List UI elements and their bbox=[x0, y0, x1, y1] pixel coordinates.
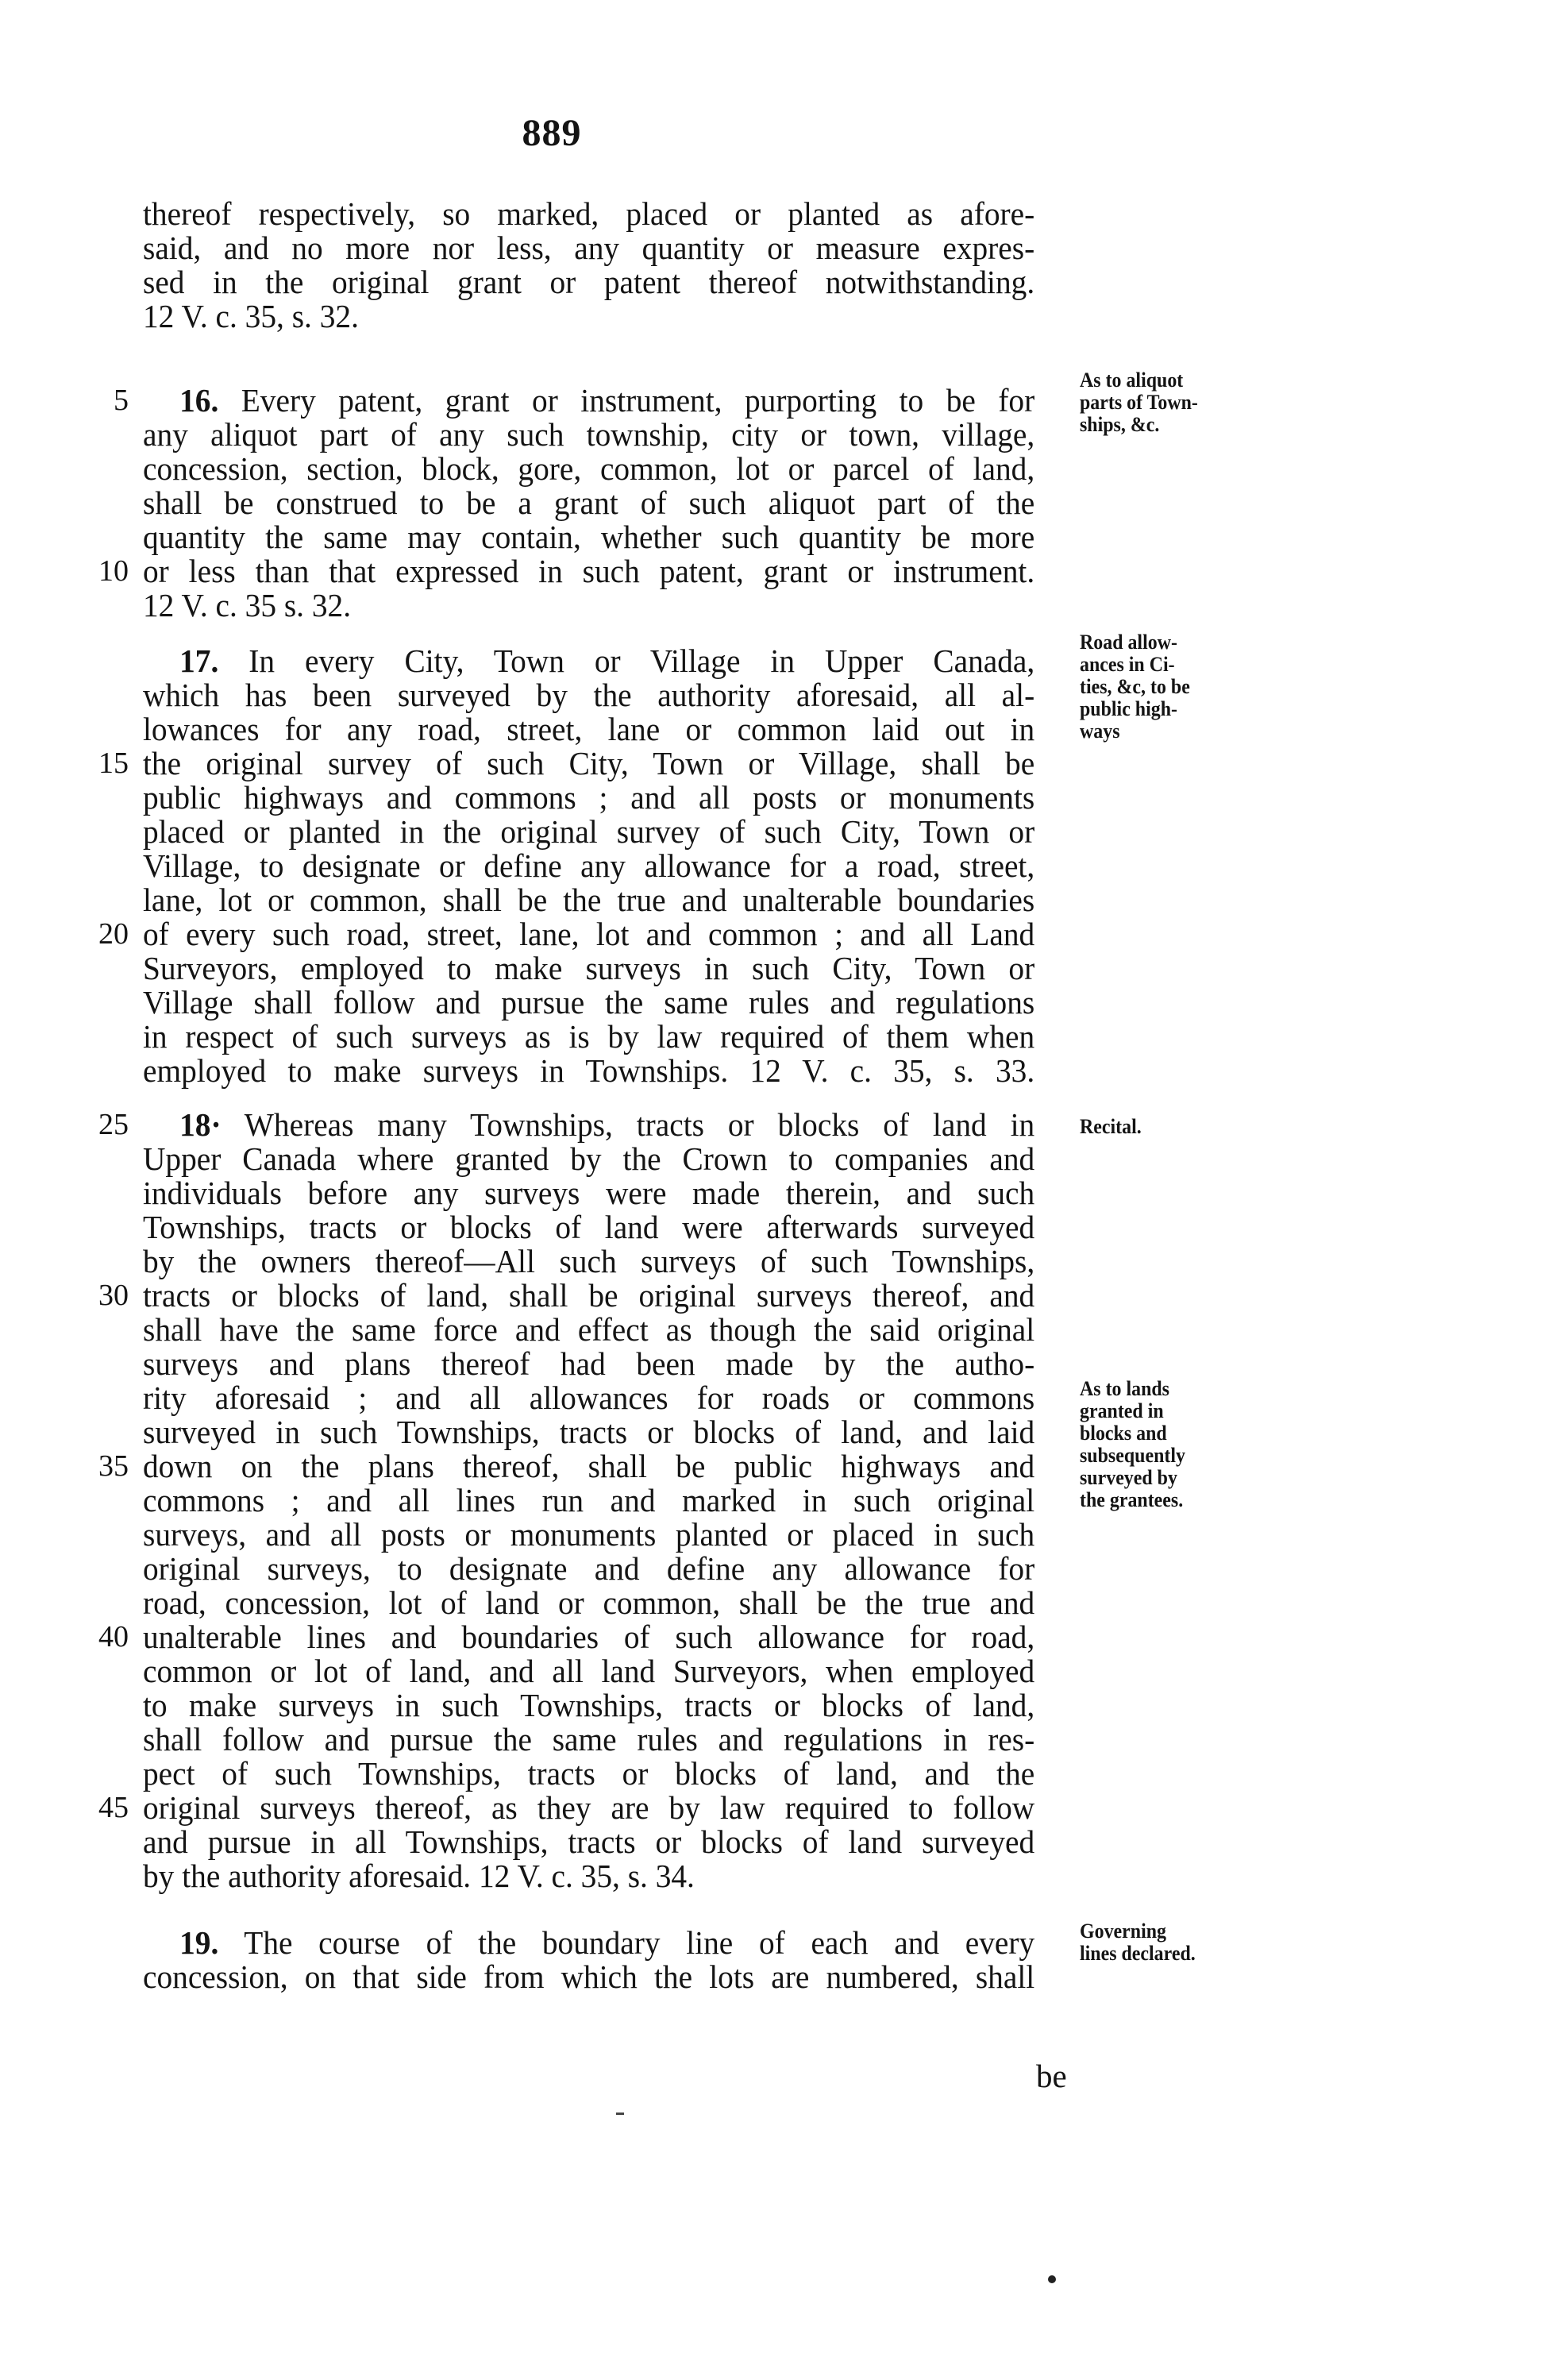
text-line-content: lowances for any road, street, lane or common laid out in bbox=[143, 711, 1035, 747]
text-line-content: pect of such Townships, tracts or blocks of land, and the bbox=[143, 1755, 1035, 1792]
text-line-content: sed in the original grant or patent thereof notwithstanding. bbox=[143, 264, 1035, 300]
text-line-content: Every patent, grant or instrument, purporting to be for bbox=[241, 382, 1035, 419]
text-line-content: surveyed in such Townships, tracts or blocks of land, and laid bbox=[143, 1414, 1035, 1450]
line-number: 35 bbox=[98, 1449, 129, 1483]
marginal-note-line: lines declared. bbox=[1080, 1942, 1196, 1965]
catchword: be bbox=[1036, 2058, 1067, 2094]
text-line-content: Surveyors, employed to make surveys in such City, Town or bbox=[143, 950, 1035, 986]
marginal-note-line: ships, &c. bbox=[1080, 413, 1160, 436]
marginal-note-line: parts of Town- bbox=[1080, 391, 1198, 414]
text-line-content: surveys, and all posts or monuments planted or placed in such bbox=[143, 1516, 1035, 1553]
section-number: 16. bbox=[179, 382, 219, 419]
text-line-content: in respect of such surveys as is by law required of them when bbox=[143, 1018, 1035, 1055]
text-line-content: road, concession, lot of land or common, shall be the true and bbox=[143, 1584, 1035, 1621]
line-number: 30 bbox=[98, 1279, 129, 1312]
marginal-note-line: the grantees. bbox=[1080, 1488, 1184, 1511]
section-number: 19. bbox=[179, 1924, 219, 1961]
marginal-note-line: public high- bbox=[1080, 697, 1177, 720]
text-line-content: lane, lot or common, shall be the true and unalterable boundaries bbox=[143, 882, 1035, 918]
text-line-content: 12 V. c. 35, s. 32. bbox=[143, 298, 359, 334]
text-line-content: Townships, tracts or blocks of land were afterwards surveyed bbox=[143, 1209, 1035, 1245]
text-line-content: surveys and plans thereof had been made by the autho- bbox=[143, 1345, 1035, 1382]
text-line-content: public highways and commons ; and all posts or monuments bbox=[143, 779, 1035, 816]
text-line-content: The course of the boundary line of each and every bbox=[244, 1924, 1035, 1961]
marginal-note-line: ances in Ci- bbox=[1080, 653, 1175, 676]
text-line-content: original surveys thereof, as they are by law required to follow bbox=[143, 1789, 1035, 1826]
text-line-content: of every such road, street, lane, lot and common ; and all Land bbox=[143, 916, 1035, 952]
text-line-content: shall follow and pursue the same rules and regulations in res- bbox=[143, 1721, 1035, 1758]
text-line-content: any aliquot part of any such township, city or town, village, bbox=[143, 416, 1035, 453]
text-line-content: Upper Canada where granted by the Crown to companies and bbox=[143, 1140, 1035, 1177]
text-line-content: concession, section, block, gore, common, lot or parcel of land, bbox=[143, 450, 1035, 487]
text-line-content: quantity the same may contain, whether such quantity be more bbox=[143, 519, 1035, 555]
text-line-content: Village shall follow and pursue the same rules and regulations bbox=[143, 984, 1035, 1021]
text-line-content: unalterable lines and boundaries of such allowance for road, bbox=[143, 1619, 1035, 1655]
text-line-content: Village, to designate or define any allowance for a road, street, bbox=[143, 847, 1035, 884]
text-line-content: said, and no more nor less, any quantity or measure expres- bbox=[143, 230, 1035, 266]
section-number: 18· bbox=[179, 1106, 222, 1143]
text-line-content: which has been surveyed by the authority aforesaid, all al- bbox=[143, 677, 1035, 713]
text-line-content: by the owners thereof—All such surveys of such Townships, bbox=[143, 1243, 1035, 1279]
text-line-content: commons ; and all lines run and marked in such original bbox=[143, 1482, 1035, 1518]
marginal-note-line: ways bbox=[1080, 720, 1120, 743]
text-line-content: placed or planted in the original survey of such City, Town or bbox=[143, 813, 1035, 850]
text-line-content: down on the plans thereof, shall be public highways and bbox=[143, 1448, 1035, 1484]
marginal-note-line: As to lands bbox=[1080, 1377, 1170, 1400]
page-number: 889 bbox=[522, 112, 582, 154]
marginal-note-line: blocks and bbox=[1080, 1422, 1167, 1445]
line-number: 40 bbox=[98, 1620, 129, 1653]
marginal-note-line: ties, &c, to be bbox=[1080, 675, 1190, 698]
text-line-content: concession, on that side from which the lots are numbered, shall bbox=[143, 1958, 1035, 1995]
line-number: 25 bbox=[98, 1108, 129, 1141]
text-line-content: Whereas many Townships, tracts or blocks of land in bbox=[244, 1106, 1035, 1143]
marginal-note-line: subsequently bbox=[1080, 1444, 1185, 1467]
line-number: 10 bbox=[98, 554, 129, 588]
text-line-content: to make surveys in such Townships, tracts or blocks of land, bbox=[143, 1687, 1035, 1723]
marginal-note-line: As to aliquot bbox=[1080, 368, 1184, 392]
line-number: 45 bbox=[98, 1791, 129, 1824]
marginal-note-line: Recital. bbox=[1080, 1115, 1142, 1138]
line-number: 5 bbox=[114, 384, 129, 417]
marginal-note-line: Road allow- bbox=[1080, 631, 1177, 654]
text-line-content: tracts or blocks of land, shall be original surveys thereof, and bbox=[143, 1277, 1035, 1314]
text-line-content: shall be construed to be a grant of such aliquot part of the bbox=[143, 484, 1035, 521]
text-line-content: thereof respectively, so marked, placed or planted as afore- bbox=[143, 195, 1035, 232]
text-line-content: the original survey of such City, Town or Village, shall be bbox=[143, 745, 1035, 781]
marginal-note-line: surveyed by bbox=[1080, 1466, 1177, 1489]
text-line-content: by the authority aforesaid. 12 V. c. 35, s. 34. bbox=[143, 1858, 695, 1894]
text-line-content: shall have the same force and effect as though the said original bbox=[143, 1311, 1035, 1348]
text-line-content: common or lot of land, and all land Surveyors, when employed bbox=[143, 1653, 1035, 1689]
text-line-content: rity aforesaid ; and all allowances for roads or commons bbox=[143, 1379, 1035, 1416]
text-line-content: and pursue in all Townships, tracts or blocks of land surveyed bbox=[143, 1823, 1035, 1860]
text-line-content: In every City, Town or Village in Upper Canada, bbox=[248, 642, 1035, 679]
marginal-note-line: Governing bbox=[1080, 1920, 1166, 1943]
marginal-note-line: granted in bbox=[1080, 1399, 1164, 1422]
section-number: 17. bbox=[179, 642, 219, 679]
text-line-content: original surveys, to designate and define any allowance for bbox=[143, 1550, 1035, 1587]
text-line-content: 12 V. c. 35 s. 32. bbox=[143, 587, 352, 623]
line-number: 15 bbox=[98, 747, 129, 780]
line-number: 20 bbox=[98, 917, 129, 951]
text-line-content: or less than that expressed in such patent, grant or instrument. bbox=[143, 553, 1035, 589]
text-line-content: employed to make surveys in Townships. 12 V. c. 35, s. 33. bbox=[143, 1052, 1035, 1089]
text-line-content: individuals before any surveys were made therein, and such bbox=[143, 1175, 1035, 1211]
